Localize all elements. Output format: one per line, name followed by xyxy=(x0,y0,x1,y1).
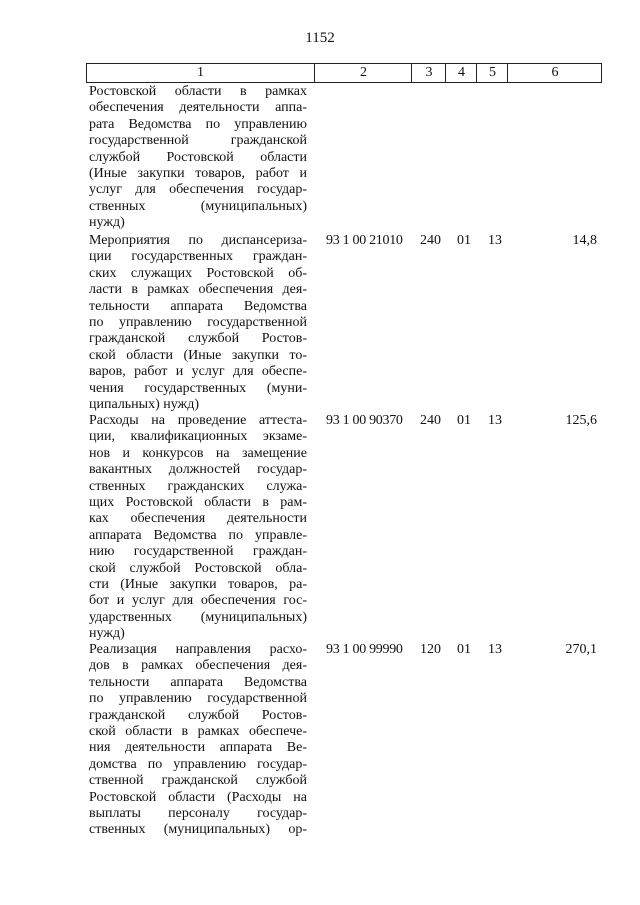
description-line: домства по управлению государ- xyxy=(89,756,307,772)
code-cell: 93 1 00 90370 xyxy=(326,413,403,428)
description-line: Ростовской области в рамках xyxy=(89,84,307,99)
description-line: варов, работ и услуг для обеспе- xyxy=(89,364,307,380)
description-line: ственных (муниципальных) xyxy=(89,198,307,214)
row-description xyxy=(89,84,307,232)
description-line: Мероприятия по диспансеризa- xyxy=(89,233,307,248)
description-line: по управлению государственной xyxy=(89,691,307,707)
description-line: ции государственных граждан- xyxy=(89,249,307,265)
col3-cell: 240 xyxy=(420,233,441,248)
row-description xyxy=(89,642,307,839)
col4-cell: 01 xyxy=(457,233,471,248)
description-line: гражданской службой Ростов- xyxy=(89,331,307,347)
description-line: нию государственной граждан- xyxy=(89,544,307,560)
description-line: нужд) xyxy=(89,215,125,231)
description-line: вакантных должностей государ- xyxy=(89,462,307,478)
header-col-6: 6 xyxy=(507,64,602,82)
description-line: дов в рамках обеспечения дея- xyxy=(89,658,307,674)
description-line: тельности аппарата Ведомства xyxy=(89,674,307,690)
description-line: Реализация направления расхо- xyxy=(89,642,307,657)
description-line: ской службой Ростовской обла- xyxy=(89,560,307,576)
amount-cell: 270,1 xyxy=(565,642,597,657)
description-line: ципальных) нужд) xyxy=(89,397,200,413)
description-line: щих Ростовской области в рам- xyxy=(89,495,307,511)
description-line: нов и конкурсов на замещение xyxy=(89,445,307,461)
description-line: ции, квалификационных экзаме- xyxy=(89,429,307,445)
header-col-1: 1 xyxy=(197,65,204,80)
header-col-5: 5 xyxy=(476,64,508,82)
description-line: чения государственных (муни- xyxy=(89,380,307,396)
description-line: ния деятельности аппарата Ве- xyxy=(89,740,307,756)
description-line: ской области (Иные закупки то- xyxy=(89,347,307,363)
col4-cell: 01 xyxy=(457,413,471,428)
description-line: Ростовской области (Расходы на xyxy=(89,789,307,805)
col5-cell: 13 xyxy=(488,413,502,428)
col4-cell: 01 xyxy=(457,642,471,657)
description-line: службой Ростовской области xyxy=(89,149,307,165)
table-header xyxy=(86,63,602,83)
col3-cell: 240 xyxy=(420,413,441,428)
description-line: нужд) xyxy=(89,626,125,642)
description-line: ласти в рамках обеспечения дея- xyxy=(89,282,307,298)
description-line: рата Ведомства по управлению xyxy=(89,116,307,132)
description-line: ственной гражданской службой xyxy=(89,773,307,789)
header-col-4: 4 xyxy=(445,64,477,82)
description-line: по управлению государственной xyxy=(89,315,307,331)
description-line: Расходы на проведение аттеста- xyxy=(89,413,307,428)
description-line: тельности аппарата Ведомства xyxy=(89,298,307,314)
col3-cell: 120 xyxy=(420,642,441,657)
description-line: сти (Иные закупки товаров, ра- xyxy=(89,577,307,593)
description-line: (Иные закупки товаров, работ и xyxy=(89,166,307,182)
row-description xyxy=(89,413,307,643)
description-line: обеспечения деятельности аппа- xyxy=(89,100,307,116)
description-line: ской области в рамках обеспече- xyxy=(89,724,307,740)
amount-cell: 14,8 xyxy=(572,233,597,248)
description-line: ственных гражданских служа- xyxy=(89,478,307,494)
page-number: 1152 xyxy=(305,30,335,46)
col5-cell: 13 xyxy=(488,233,502,248)
description-line: услуг для обеспечения государ- xyxy=(89,182,307,198)
description-line: бот и услуг для обеспечения гос- xyxy=(89,593,307,609)
description-line: ударственных (муниципальных) xyxy=(89,609,307,625)
description-line: ственных (муниципальных) ор- xyxy=(89,822,307,838)
code-cell: 93 1 00 21010 xyxy=(326,233,403,248)
description-line: государственной гражданской xyxy=(89,133,307,149)
description-line: ских служащих Ростовской об- xyxy=(89,265,307,281)
amount-cell: 125,6 xyxy=(565,413,597,428)
description-line: выплаты персоналу государ- xyxy=(89,806,307,822)
header-col-2: 2 xyxy=(314,64,412,82)
code-cell: 93 1 00 99990 xyxy=(326,642,403,657)
header-col-3: 3 xyxy=(411,64,446,82)
description-line: гражданской службой Ростов- xyxy=(89,707,307,723)
description-line: ках обеспечения деятельности xyxy=(89,511,307,527)
row-description xyxy=(89,233,307,413)
col5-cell: 13 xyxy=(488,642,502,657)
description-line: аппарата Ведомства по управле- xyxy=(89,527,307,543)
